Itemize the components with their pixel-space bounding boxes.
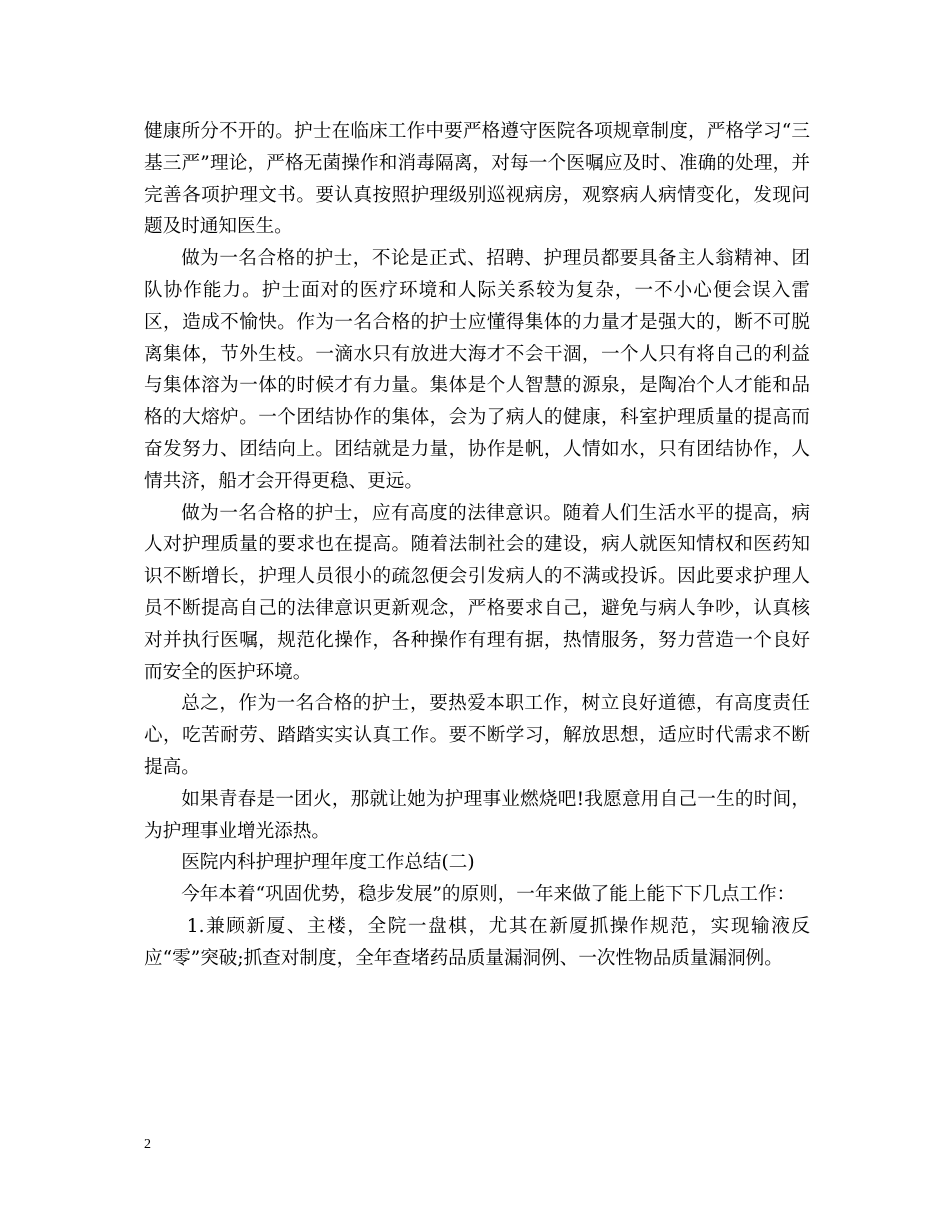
paragraph-legal-awareness: 做为一名合格的护士，应有高度的法律意识。随着人们生活水平的提高，病人对护理质量的要求也在提高。随着法制社会的建设，病人就医知情权和医药知识不断增长，护理人员很小的疏忽便会引发病人的不满或投诉。因此要求护理人员不断提高自己的法律意识更新观念，严格要求自己，避免与病人争吵，认真核对并执行医嘱，规范化操作，各种操作有理有据，热情服务，努力营造一个良好而安全的医护环境。 xyxy=(144,502,810,683)
paragraph-intro: 今年本着“巩固优势，稳步发展”的原则，一年来做了能上能下下几点工作： xyxy=(181,884,796,906)
document-body xyxy=(144,116,810,975)
paragraph-closing: 如果青春是一团火，那就让她为护理事业燃烧吧!我愿意用自己一生的时间，为护理事业增光添热。 xyxy=(144,788,810,842)
list-item-1: 1.兼顾新厦、主楼，全院一盘棋，尤其在新厦抓操作规范，实现输液反应“零”突破;抓查对制度，全年查堵药品质量漏洞例、一次性物品质量漏洞例。 xyxy=(144,915,810,969)
paragraph-summary: 总之，作为一名合格的护士，要热爱本职工作，树立良好道德，有高度责任心，吃苦耐劳、踏踏实实认真工作。要不断学习，解放思想，适应时代需求不断提高。 xyxy=(144,693,810,778)
paragraph-teamwork: 做为一名合格的护士，不论是正式、招聘、护理员都要具备主人翁精神、团队协作能力。护士面对的医疗环境和人际关系较为复杂，一不小心便会误入雷区，造成不愉快。作为一名合格的护士应懂得集体的力量才是强大的，断不可脱离集体，节外生枝。一滴水只有放进大海才不会干涸，一个人只有将自己的利益与集体溶为一体的时候才有力量。集体是个人智慧的源泉，是陶冶个人才能和品格的大熔炉。一个团结协作的集体，会为了病人的健康，科室护理质量的提高而奋发努力、团结向上。团结就是力量，协作是帆，人情如水，只有团结协作，人情共济，船才会开得更稳、更远。 xyxy=(144,248,810,492)
page-number: 2 xyxy=(144,1137,151,1152)
section-heading: 医院内科护理护理年度工作总结(二) xyxy=(181,852,475,874)
paragraph-continuation: 健康所分不开的。护士在临床工作中要严格遵守医院各项规章制度，严格学习“三基三严”理论，严格无菌操作和消毒隔离，对每一个医嘱应及时、准确的处理，并完善各项护理文书。要认真按照护理级别巡视病房，观察病人病情变化，发现问题及时通知医生。 xyxy=(144,121,810,238)
